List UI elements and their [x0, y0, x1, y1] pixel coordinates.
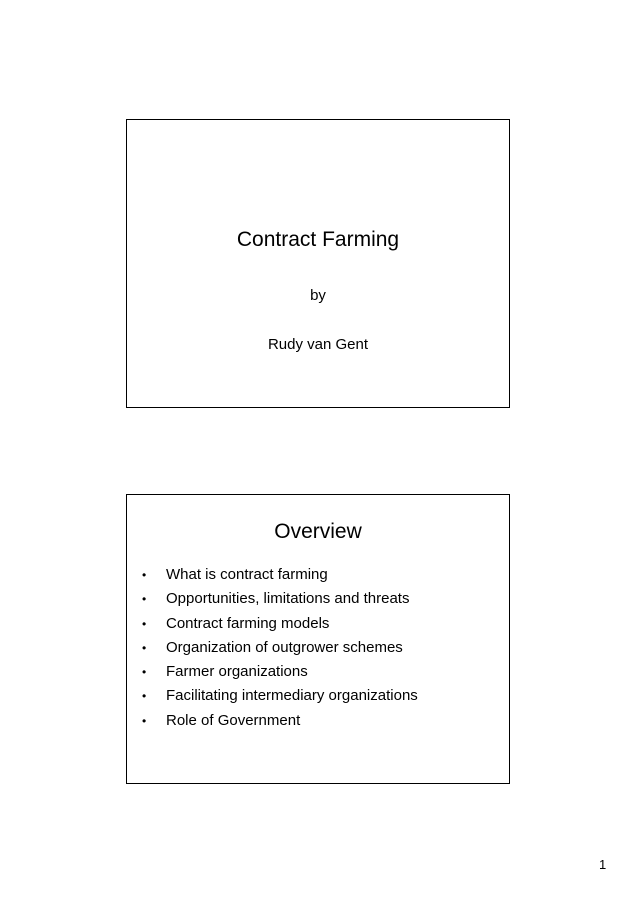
list-item — [142, 712, 418, 736]
list-item — [142, 590, 418, 614]
list-item-text: Contract farming models — [166, 614, 330, 632]
slide-overview — [126, 494, 510, 784]
list-item-text: Farmer organizations — [166, 663, 308, 681]
slide-title — [126, 119, 510, 408]
list-item-text: Organization of outgrower schemes — [166, 638, 403, 656]
list-item — [142, 687, 418, 711]
overview-heading: Overview — [274, 520, 362, 543]
byline: by — [310, 287, 326, 304]
bullet-icon: • — [142, 640, 147, 655]
list-item-text: Facilitating intermediary organizations — [166, 687, 418, 705]
presentation-title: Contract Farming — [236, 228, 400, 251]
list-item-text: Role of Government — [166, 711, 301, 729]
overview-list — [142, 566, 418, 736]
list-item — [142, 639, 418, 663]
author-name: Rudy van Gent — [267, 336, 369, 353]
bullet-icon: • — [142, 592, 147, 607]
bullet-icon: • — [142, 616, 147, 631]
list-item — [142, 615, 418, 639]
bullet-icon: • — [142, 568, 147, 582]
list-item — [142, 566, 418, 590]
list-item-text: What is contract farming — [166, 566, 328, 583]
bullet-icon: • — [142, 713, 147, 728]
page-number: 1 — [599, 857, 607, 872]
list-item — [142, 663, 418, 687]
bullet-icon: • — [142, 689, 147, 704]
list-item-text: Opportunities, limitations and threats — [166, 590, 410, 608]
bullet-icon: • — [142, 665, 147, 680]
